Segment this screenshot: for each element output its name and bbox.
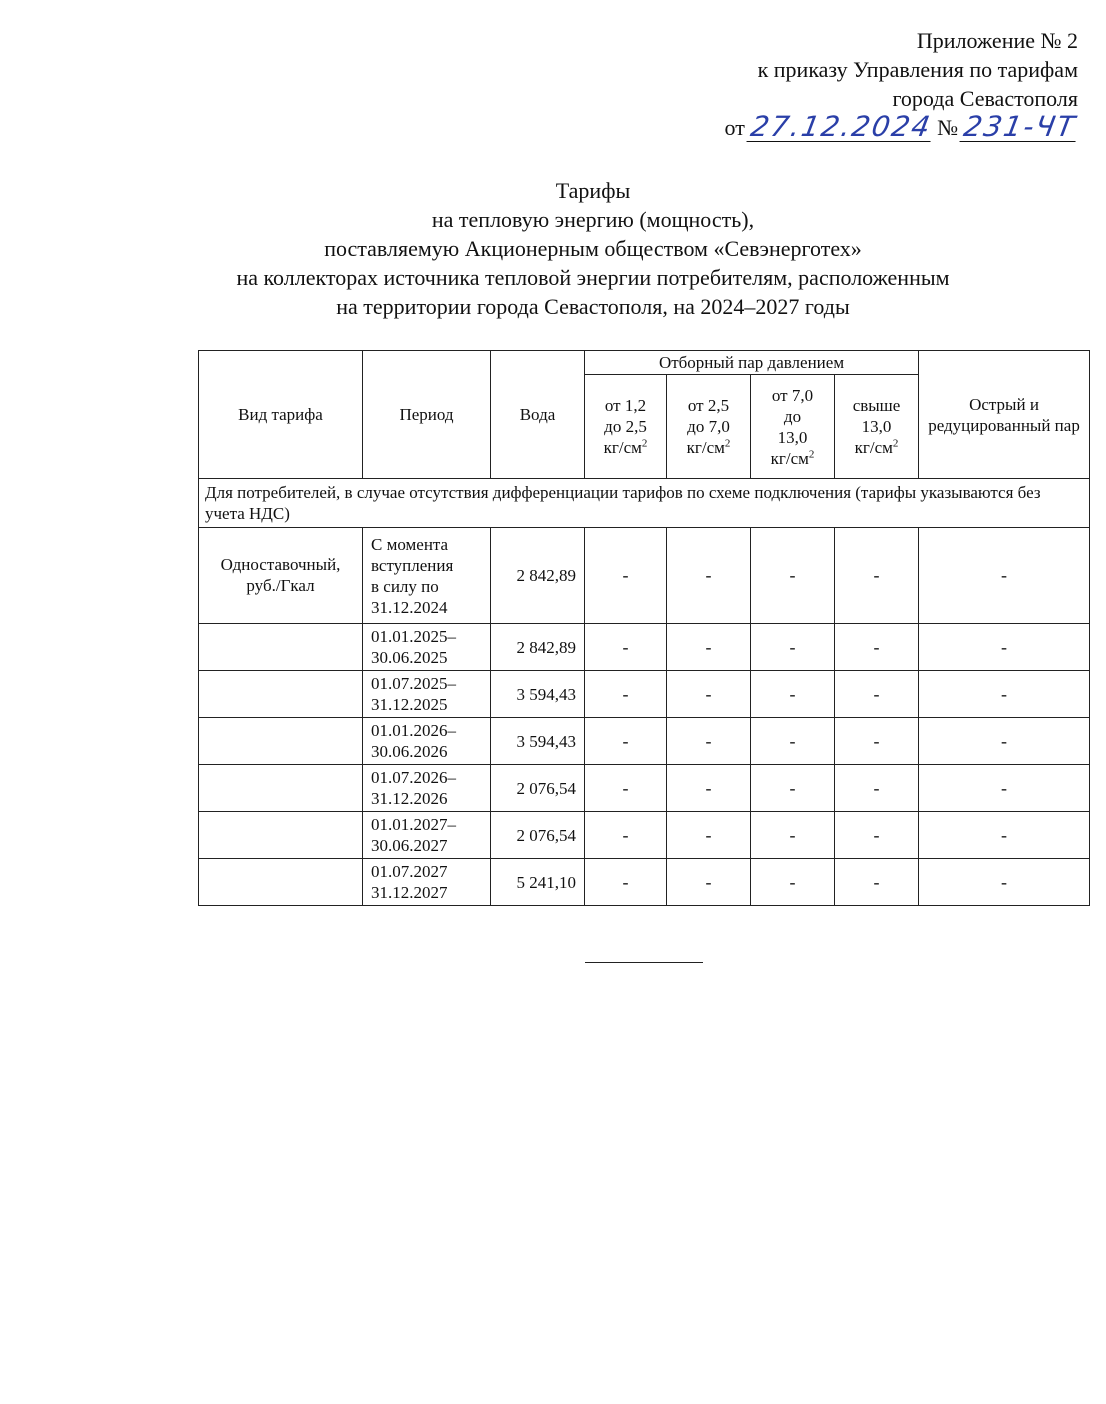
order-from-label: от [724, 115, 745, 140]
order-reference [724, 110, 1080, 143]
empty-tariff-cell: - [919, 859, 1090, 906]
empty-tariff-cell: - [835, 718, 919, 765]
tariff-type-cell [199, 624, 363, 671]
empty-tariff-cell: - [585, 812, 667, 859]
water-tariff-cell: 5 241,10 [491, 859, 585, 906]
order-date-handwritten: 27.12.2024 [748, 110, 935, 143]
title-line-4: на коллекторах источника тепловой энергии потребителям, расположенным [236, 265, 950, 290]
empty-tariff-cell: - [835, 812, 919, 859]
header-steam-2.5-7: от 2,5 до 7,0 $кг/см^2$ [667, 375, 751, 479]
empty-tariff-cell: - [919, 624, 1090, 671]
header-steam-7-13: от 7,0 до 13,0 $кг/см^2$ [751, 375, 835, 479]
empty-tariff-cell: - [835, 671, 919, 718]
table-row [199, 528, 1090, 624]
water-tariff-cell: 3 594,43 [491, 718, 585, 765]
empty-tariff-cell: - [751, 859, 835, 906]
water-tariff-cell: 2 842,89 [491, 528, 585, 624]
empty-tariff-cell: - [751, 812, 835, 859]
title-line-2: на тепловую энергию (мощность), [431, 207, 755, 232]
table-note: Для потребителей, в случае отсутствия дифференциации тарифов по схеме подключения (тарифы указываются без учета НДС) [199, 479, 1090, 528]
appendix-order-line: к приказу Управления по тарифам [757, 57, 1078, 82]
period-cell: С момента вступления в силу по 31.12.2024 [363, 528, 491, 624]
tariff-type-cell [199, 812, 363, 859]
empty-tariff-cell: - [585, 528, 667, 624]
empty-tariff-cell: - [585, 859, 667, 906]
tariff-table [198, 350, 1090, 906]
period-cell: 01.01.2025– 30.06.2025 [363, 624, 491, 671]
empty-tariff-cell: - [667, 765, 751, 812]
empty-tariff-cell: - [585, 624, 667, 671]
empty-tariff-cell: - [667, 718, 751, 765]
empty-tariff-cell: - [585, 718, 667, 765]
table-row [199, 624, 1090, 671]
table-row [199, 671, 1090, 718]
water-tariff-cell: 2 842,89 [491, 624, 585, 671]
period-cell: 01.07.2027 31.12.2027 [363, 859, 491, 906]
header-sharp-steam: Острый и редуцированный пар [919, 351, 1090, 479]
empty-tariff-cell: - [835, 859, 919, 906]
tariff-type-cell: Одноставочный, руб./Гкал [199, 528, 363, 624]
appendix-authority-line: города Севастополя [892, 86, 1078, 111]
header-period: Период [363, 351, 491, 479]
title-line-1: Тарифы [555, 178, 631, 203]
table-row [199, 859, 1090, 906]
header-steam-1-2.5: от 1,2 до 2,5 $кг/см^2$ [585, 375, 667, 479]
document-title [103, 176, 1083, 321]
empty-tariff-cell: - [585, 765, 667, 812]
period-cell: 01.01.2026– 30.06.2026 [363, 718, 491, 765]
empty-tariff-cell: - [919, 671, 1090, 718]
empty-tariff-cell: - [751, 624, 835, 671]
empty-tariff-cell: - [751, 765, 835, 812]
empty-tariff-cell: - [667, 812, 751, 859]
header-steam-over-13: свыше 13,0 $кг/см^2$ [835, 375, 919, 479]
empty-tariff-cell: - [585, 671, 667, 718]
water-tariff-cell: 3 594,43 [491, 671, 585, 718]
title-line-3: поставляемую Акционерным обществом «Севэнерготех» [324, 236, 862, 261]
table-row [199, 765, 1090, 812]
empty-tariff-cell: - [835, 528, 919, 624]
header-tariff-type: Вид тарифа [199, 351, 363, 479]
empty-tariff-cell: - [667, 528, 751, 624]
header-steam-group: Отборный пар давлением [585, 351, 919, 375]
tariff-type-cell [199, 765, 363, 812]
empty-tariff-cell: - [835, 765, 919, 812]
empty-tariff-cell: - [835, 624, 919, 671]
appendix-title: Приложение № 2 [916, 28, 1078, 53]
empty-tariff-cell: - [667, 671, 751, 718]
tariff-type-cell [199, 718, 363, 765]
period-cell: 01.07.2025– 31.12.2025 [363, 671, 491, 718]
water-tariff-cell: 2 076,54 [491, 812, 585, 859]
empty-tariff-cell: - [919, 718, 1090, 765]
empty-tariff-cell: - [667, 859, 751, 906]
period-cell: 01.07.2026– 31.12.2026 [363, 765, 491, 812]
empty-tariff-cell: - [751, 718, 835, 765]
order-number-label: № [937, 115, 959, 140]
water-tariff-cell: 2 076,54 [491, 765, 585, 812]
empty-tariff-cell: - [751, 528, 835, 624]
title-line-5: на территории города Севастополя, на 2024–2027 годы [336, 294, 850, 319]
header-water: Вода [491, 351, 585, 479]
empty-tariff-cell: - [919, 765, 1090, 812]
tariff-type-cell [199, 671, 363, 718]
empty-tariff-cell: - [919, 812, 1090, 859]
appendix-header [518, 26, 1078, 142]
tariff-type-cell [199, 859, 363, 906]
table-row [199, 812, 1090, 859]
table-row [199, 718, 1090, 765]
order-number-handwritten: 231-ЧТ [961, 110, 1080, 143]
empty-tariff-cell: - [919, 528, 1090, 624]
period-cell: 01.01.2027– 30.06.2027 [363, 812, 491, 859]
empty-tariff-cell: - [751, 671, 835, 718]
empty-tariff-cell: - [667, 624, 751, 671]
end-divider [585, 962, 703, 963]
